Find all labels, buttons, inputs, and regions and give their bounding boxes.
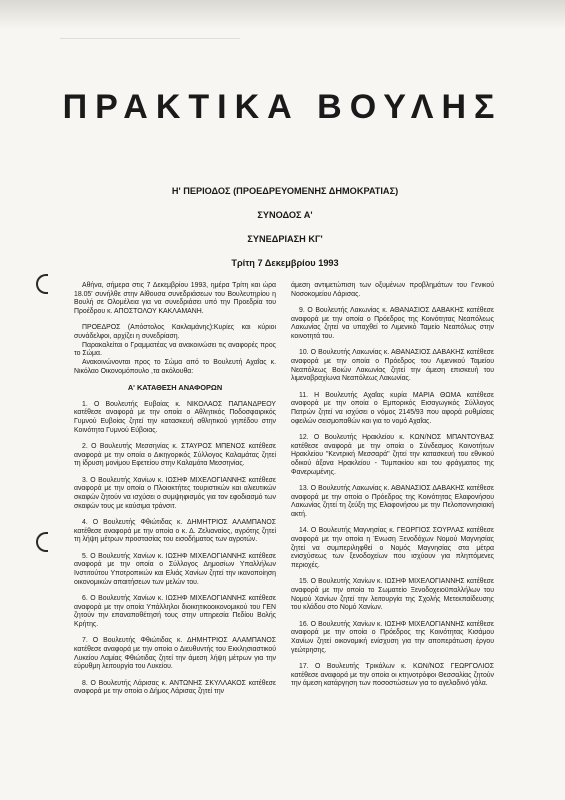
- period-line: Η' ΠΕΡΙΟΔΟΣ (ΠΡΟΕΔΡΕΥΟΜΕΝΗΣ ΔΗΜΟΚΡΑΤΙΑΣ): [171, 186, 399, 196]
- petition-item: 11. Η Βουλευτής Αχαΐας κυρία ΜΑΡΙΑ ΘΩΜΑ κατέθεσε αναφορά με την οποία ο Εμπορικός Εισαγωγικός Σύλλογος Πατρών ζητεί να ισχύσει ο νόμος 2145/93 που αφορά ρυθμίσεις οφειλών σεισμοπαθών και για το νομό Αχαΐας.: [291, 391, 494, 425]
- sitting-line: ΣΥΝΕΔΡΙΑΣΗ ΚΓ': [247, 234, 323, 244]
- petition-item: 10. Ο Βουλευτής Λακωνίας κ. ΑΘΑΝΑΣΙΟΣ ΔΑΒΑΚΗΣ κατέθεσε αναφορά με την οποία ο Πρόεδρος του Λιμενικού Ταμείου Νεαπόλεως Βοιών Λακωνίας ζητεί την άμεση επισκευή του λιμενοβραχίωνα Νεαπόλεως Λακωνίας.: [291, 349, 494, 383]
- petition-item: 1. Ο Βουλευτής Ευβοίας κ. ΝΙΚΟΛΑΟΣ ΠΑΠΑΝΔΡΕΟΥ κατέθεσε αναφορά με την οποία ο Αθλητικός Ποδοσφαιρικός Γυμνού Ευβοίας ζητεί την κατασκευή αθλητικού γηπέδου στην Κοινότητα Γυμνού Εύβοιας.: [74, 400, 276, 434]
- punch-hole-icon: [36, 532, 48, 552]
- petition-item: 13. Ο Βουλευτής Λακωνίας κ. ΑΘΑΝΑΣΙΟΣ ΔΑΒΑΚΗΣ κατέθεσε αναφορά με την οποία ο Πρόεδρος της Κοινότητας Ελαφονήσου Λακωνίας ζητεί τη ζεύξη της Ελαφονήσου με την Πελοποννησιακή ακτή.: [291, 484, 494, 518]
- session-header: [150, 186, 420, 269]
- scan-top-shadow: [0, 0, 565, 30]
- continuation-text: άμεση αντιμετώπιση των οξυμένων προβλημάτων του Γενικού Νοσοκομείου Λάρισας.: [291, 282, 494, 298]
- petition-item: 6. Ο Βουλευτής Χανίων κ. ΙΩΣΗΦ ΜΙΧΕΛΟΓΙΑΝΝΗΣ κατέθεσε αναφορά με την οποία Υπάλληλοι διοικητικοοικονομικού του ΓΕΝ ζητούν την επαναποθέτησή τους στην υπηρεσία Πεδίου Βολής Κρήτης.: [74, 594, 276, 628]
- section-heading: Α' ΚΑΤΑΘΕΣΗ ΑΝΑΦΟΡΩΝ: [127, 383, 223, 393]
- petition-item: 12. Ο Βουλευτής Ηρακλείου κ. ΚΩΝ/ΝΟΣ ΜΠΑΝΤΟΥΒΑΣ κατέθεσε αναφορά με την οποία ο Σύνδεσμος Κοινοτήτων Ηρακλείου "Κεντρική Μεσσαρά" ζητεί την κατασκευή του εθνικού οδικού άξονα Ηρακλείου - Τυμπακίου και του φράγματος της Φανερωμένης.: [291, 433, 494, 476]
- petition-item: 8. Ο Βουλευτής Λάρισας κ. ΑΝΤΩΝΗΣ ΣΚΥΛΛΑΚΟΣ κατέθεσε αναφορά με την οποία ο Δήμος Λάρισας ζητεί την: [74, 679, 276, 696]
- left-column: [74, 282, 276, 704]
- intro-paragraph: Αθήνα, σήμερα στις 7 Δεκεμβρίου 1993, ημέρα Τρίτη και ώρα 18.05' συνήλθε στην Αίθουσα συνεδριάσεων του Βουλευτηρίου η Βουλή σε Ολομέλεια για να συνεδριάσει υπό την Προεδρία του Προέδρου κ. ΑΠΟΣΤΟΛΟΥ ΚΑΚΛΑΜΑΝΗ.: [74, 282, 276, 316]
- punch-hole-icon: [36, 274, 48, 294]
- petition-item: 4. Ο Βουλευτής Φθιώτιδας κ. ΔΗΜΗΤΡΙΟΣ ΑΛΑΜΠΑΝΟΣ κατέθεσε αναφορά με την οποία ο κ. Δ. Ζελιαναίος, αγρότης ζητεί τη λήψη μέτρων προστασίας του εισοδήματος των αγροτών.: [74, 518, 276, 544]
- petition-item: 15. Ο Βουλευτής Χανίων κ. ΙΩΣΗΦ ΜΙΧΕΛΟΓΙΑΝΝΗΣ κατέθεσε αναφορά με την οποία το Σωματείο Ξενοδοχειοϋπαλλήλων του Νομού Χανίων ζητεί την λειτουργία της Σχολής Μετεκπαίδευσης του κλάδου στο Νομό Χανίων.: [291, 578, 494, 612]
- petition-item: 17. Ο Βουλευτής Τρικάλων κ. ΚΩΝ/ΝΟΣ ΓΕΩΡΓΟΛΙΟΣ κατέθεσε αναφορά με την οποία οι κτηνοτρόφοι Θεσσαλίας ζητούν την άμεση κατάργηση των ποσοστώσεων για το αγελαδινό γάλα.: [291, 662, 494, 688]
- petition-item: 16. Ο Βουλευτής Χανίων κ. ΙΩΣΗΦ ΜΙΧΕΛΟΓΙΑΝΝΗΣ κατέθεσε αναφορά με την οποία ο Πρόεδρος της Κοινότητας Κισάμου Χανίων ζητεί οικονομική ενίσχυση για την αποπεράτωση έργου γεώτρησης.: [291, 620, 494, 654]
- petition-item: 14. Ο Βουλευτής Μαγνησίας κ. ΓΕΩΡΓΙΟΣ ΣΟΥΡΛΑΣ κατέθεσε αναφορά με την οποία η Ένωση Ξενοδόχων Νομού Μαγνησίας ζητεί να συμπεριληφθεί ο Νομός Μαγνησίας στα μέτρα ενισχύσεως των ξενοδοχείων που ισχύουν για πληττόμενες περιοχές.: [291, 527, 494, 569]
- petition-item: 7. Ο Βουλευτής Φθιώτιδας κ. ΔΗΜΗΤΡΙΟΣ ΑΛΑΜΠΑΝΟΣ κατέθεσε αναφορά με την οποία ο Διευθυντής του Εκκλησιαστικού Λυκείου Λαμίας Φθιώτιδας ζητεί την άμεση λήψη μέτρων για την εύρυθμη λειτουργία του Λυκείου.: [74, 637, 276, 671]
- right-column: [291, 282, 494, 696]
- petition-item: 3. Ο Βουλευτής Χανίων κ. ΙΩΣΗΦ ΜΙΧΕΛΟΓΙΑΝΝΗΣ κατέθεσε αναφορά με την οποία ο Πλοιοκτήτες τουριστικών και αλιευτικών σκαφών ζητούν να ισχύσει ο συμψηφισμός για τον εφοδιασμό των σκαφών τους με καύσιμα τράνσιτ.: [74, 476, 276, 510]
- session-line: ΣΥΝΟΔΟΣ Α': [257, 210, 313, 220]
- intro-paragraph: Ανακοινώνονται προς το Σώμα από το Βουλευτή Αχαΐας κ. Νικόλαο Οικονομόπουλο ,τα ακόλουθα:: [74, 359, 276, 375]
- petition-item: 2. Ο Βουλευτής Μεσσηνίας κ. ΣΤΑΥΡΟΣ ΜΠΕΝΟΣ κατέθεσε αναφορά με την οποία ο Δικηγορικός Σύλλογος Καλαμάτας ζητεί τη ίδρυση μονίμου Εφετείου στην Καλαμάτα Μεσσηνίας.: [74, 443, 276, 468]
- intro-paragraph: ΠΡΟΕΔΡΟΣ (Απόστολος Κακλαμάνης):Κυρίες και κύριοι συνάδελφοι, αρχίζει η συνεδρίαση.: [74, 324, 276, 341]
- faint-header-line: [60, 38, 240, 45]
- date-line: Τρίτη 7 Δεκεμβρίου 1993: [231, 258, 339, 268]
- intro-paragraph: Παρακαλείται ο Γραμματέας να ανακοινώσει τις αναφορές προς το Σώμα.: [74, 341, 276, 358]
- petition-item: 5. Ο Βουλευτής Χανίων κ. ΙΩΣΗΦ ΜΙΧΕΛΟΓΙΑΝΝΗΣ κατέθεσε αναφορά με την οποία ο Σύλλογος Δημοσίων Υπαλλήλων Ινστιτούτου Υποτροπικών και Ελιάς Χανίων ζητεί την ικανοποίηση οικονομικών απαιτήσεων των μελών του.: [74, 552, 276, 586]
- document-title: ΠΡΑΚΤΙΚΑ ΒΟΥΛΗΣ: [62, 88, 503, 126]
- petition-item: 9. Ο Βουλευτής Λακωνίας κ. ΑΘΑΝΑΣΙΟΣ ΔΑΒΑΚΗΣ κατέθεσε αναφορά με την οποία ο Πρόεδρος της Κοινότητας Νεαπόλεως Λακωνίας ζητεί να υπαχθεί το Λιμενικό Ταμείο Νεαπόλως στην κοινοτητά του.: [291, 306, 494, 341]
